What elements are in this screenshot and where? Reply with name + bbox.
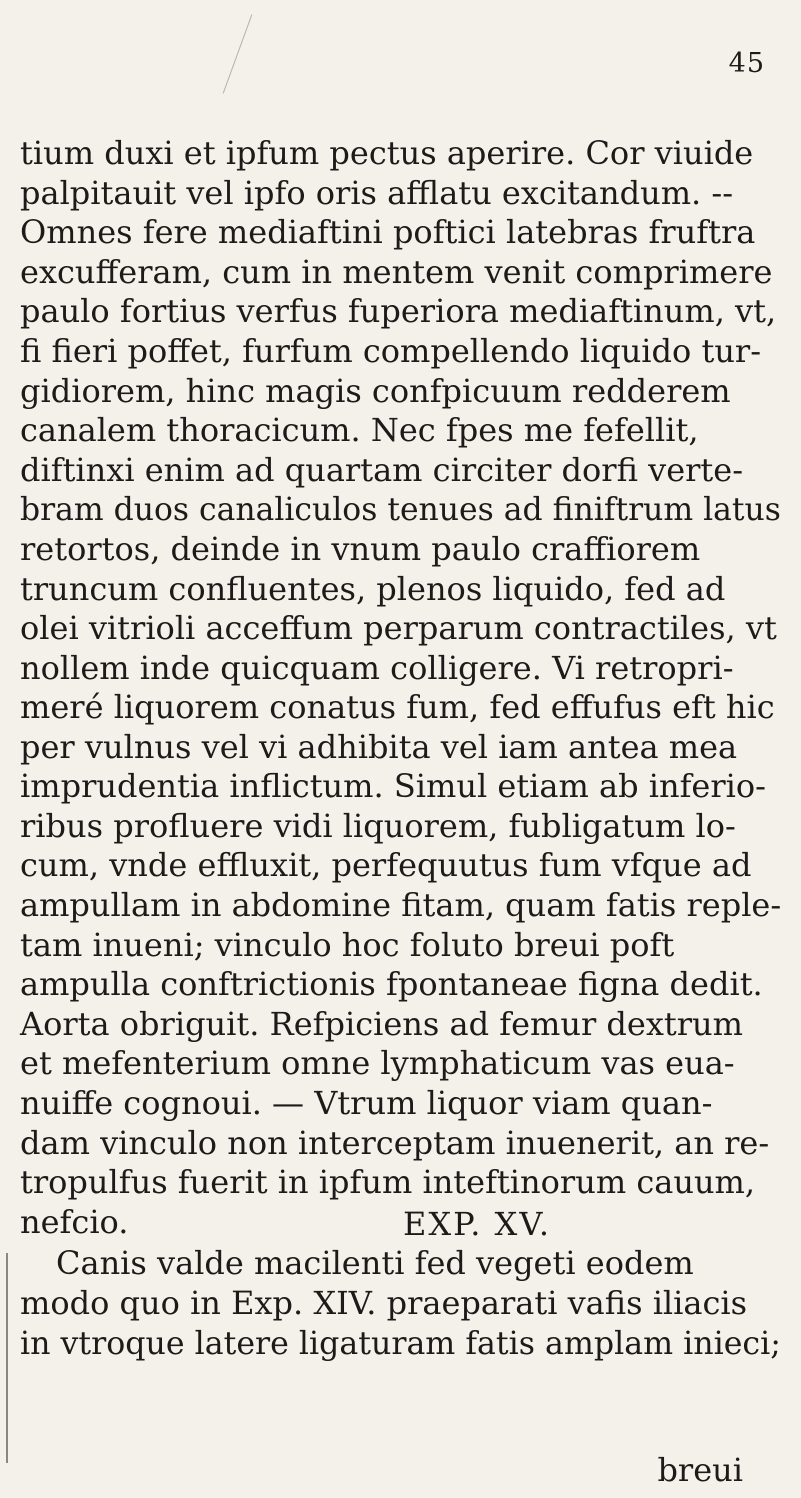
text-line: canalem thoracicum. Nec fpes me fefellit, — [20, 411, 699, 449]
text-line: nefcio. — [20, 1203, 129, 1241]
text-line: truncum confluentes, plenos liquido, fed ad — [20, 570, 726, 608]
text-line: per vulnus vel vi adhibita vel iam antea mea — [20, 728, 738, 766]
text-line: modo quo in Exp. XIV. praeparati vafis iliacis — [20, 1284, 748, 1322]
text-line: fi fieri poffet, furfum compellendo liquido tur- — [20, 332, 762, 370]
text-line: tam inueni; vinculo hoc foluto breui poft — [20, 926, 675, 964]
text-line: palpitauit vel ipfo oris afflatu excitandum. -- — [20, 174, 733, 212]
text-line: olei vitrioli acceffum perparum contractiles, vt — [20, 609, 777, 647]
text-line: et mefenterium omne lymphaticum vas eua- — [20, 1044, 735, 1082]
text-line: cum, vnde effluxit, perfequutus fum vfque ad — [20, 846, 752, 884]
text-line: meré liquorem conatus fum, fed effufus eft hic — [20, 688, 775, 726]
text-line: bram duos canaliculos tenues ad finiftrum latus — [20, 490, 781, 528]
text-line: dam vinculo non interceptam inuenerit, an re- — [20, 1124, 770, 1162]
text-line: ampulla conftrictionis fpontaneae figna dedit. — [20, 965, 763, 1003]
text-line: ribus profluere vidi liquorem, fubligatum lo- — [20, 807, 736, 845]
text-line: nuiffe cognoui. — Vtrum liquor viam quan- — [20, 1084, 713, 1122]
text-line: imprudentia inflictum. Simul etiam ab inferio- — [20, 767, 766, 805]
text-line: ampullam in abdomine fitam, quam fatis reple- — [20, 886, 782, 924]
text-line: Aorta obriguit. Refpiciens ad femur dextrum — [20, 1005, 743, 1043]
text-line: tropulfus fuerit in ipfum inteftinorum cauum, — [20, 1163, 756, 1201]
text-line: retortos, deinde in vnum paulo craffiorem — [20, 530, 701, 568]
catchword: breui — [657, 1451, 743, 1489]
section-heading: EXP. XV. — [403, 1205, 551, 1243]
margin-rule — [6, 1253, 8, 1463]
text-line: Canis valde macilenti fed vegeti eodem — [56, 1244, 694, 1282]
text-line: tium duxi et ipfum pectus aperire. Cor viuide — [20, 134, 754, 172]
text-line: gidiorem, hinc magis confpicuum redderem — [20, 372, 731, 410]
text-line: nollem inde quicquam colligere. Vi retropri- — [20, 649, 734, 687]
text-line: paulo fortius verfus fuperiora mediaftinum, vt, — [20, 292, 777, 330]
paper-mark — [223, 14, 253, 93]
text-line: diftinxi enim ad quartam circiter dorfi verte- — [20, 451, 744, 489]
text-line: Omnes fere mediaftini poftici latebras fruftra — [20, 213, 756, 251]
text-line: excufferam, cum in mentem venit comprimere — [20, 253, 773, 291]
text-line: in vtroque latere ligaturam fatis amplam inieci; — [20, 1324, 781, 1362]
page-number: 45 — [728, 48, 765, 79]
